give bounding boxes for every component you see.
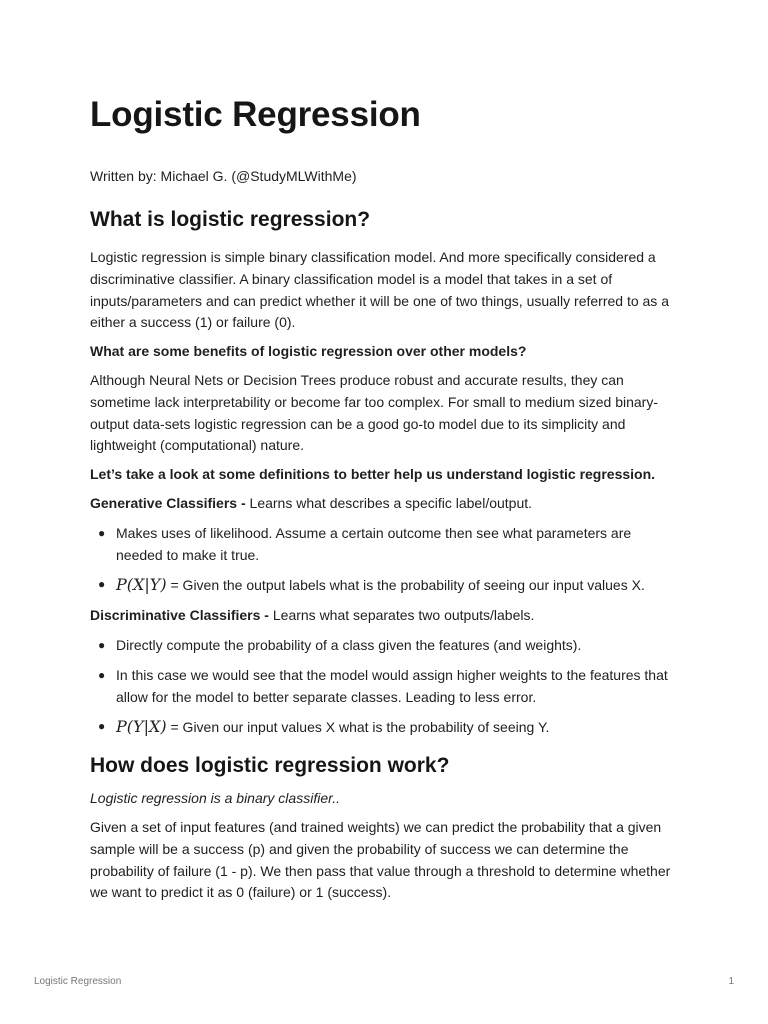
section-heading-how-works: How does logistic regression work? xyxy=(90,754,450,778)
list-item xyxy=(90,716,680,739)
benefits-question: What are some benefits of logistic regression over other models? xyxy=(90,343,527,360)
list-item xyxy=(90,523,680,567)
bullet-icon: ● xyxy=(98,577,106,592)
formula-p-x-given-y: P(X|Y) xyxy=(116,575,167,595)
bullet-icon: ● xyxy=(98,525,106,540)
benefits-answer: Although Neural Nets or Decision Trees produce robust and accurate results, they can sometime lack interpretability or become far too complex. For small to medium sized binary-output data-sets logistic regression can be a good go-to model due to its simplicity and lightweight (computational) nature. xyxy=(90,371,658,454)
discriminative-definition xyxy=(90,605,680,627)
list-item-text: Directly compute the probability of a class given the features (and weights). xyxy=(116,636,582,653)
bullet-icon: ● xyxy=(98,667,106,682)
footer-doc-title: Logistic Regression xyxy=(34,976,122,987)
bullet-icon: ● xyxy=(98,719,106,734)
discriminative-list xyxy=(90,635,680,739)
byline: Written by: Michael G. (@StudyMLWithMe) xyxy=(90,168,357,184)
generative-definition xyxy=(90,493,680,515)
list-item-text: In this case we would see that the model would assign higher weights to the features that allow for the model to better separate classes. Leading to less error. xyxy=(116,666,668,705)
content xyxy=(90,205,680,904)
bullet-icon: ● xyxy=(98,637,106,652)
discriminative-text: Learns what separates two outputs/labels. xyxy=(268,607,535,624)
list-item-text: = Given our input values X what is the probability of seeing Y. xyxy=(166,719,550,736)
generative-text: Learns what describes a specific label/output. xyxy=(245,494,533,511)
list-item-text: Makes uses of likelihood. Assume a certain outcome then see what parameters are needed to make it true. xyxy=(116,524,632,563)
discriminative-term: Discriminative Classifiers - xyxy=(90,607,269,624)
list-item-text: = Given the output labels what is the probability of seeing our input values X. xyxy=(166,577,645,594)
page-title: Logistic Regression xyxy=(90,95,421,134)
section-heading-what-is: What is logistic regression? xyxy=(90,208,371,231)
list-item xyxy=(90,665,680,709)
list-item xyxy=(90,574,680,597)
how-works-paragraph: Given a set of input features (and trained weights) we can predict the probability that a given sample will be a success (p) and given the probability of success we can determine the probability of failure (1 - p). We then pass that value through a threshold to determine whether we want to predict it as 0 (failure) or 1 (success). xyxy=(90,818,671,901)
generative-list xyxy=(90,523,680,597)
section-subtitle: Logistic regression is a binary classifier.. xyxy=(90,790,341,807)
intro-paragraph: Logistic regression is simple binary classification model. And more specifically considered a discriminative classifier. A binary classification model is a model that takes in a set of inputs/parameters and can predict whether it will be one of two things, usually referred to as a either a success (1) or failure (0). xyxy=(90,249,669,331)
list-item xyxy=(90,635,680,657)
definitions-lead: Let’s take a look at some definitions to better help us understand logistic regression. xyxy=(90,466,656,483)
page-number: 1 xyxy=(728,976,734,987)
formula-p-y-given-x: P(Y|X) xyxy=(116,717,167,737)
generative-term: Generative Classifiers - xyxy=(90,494,246,511)
